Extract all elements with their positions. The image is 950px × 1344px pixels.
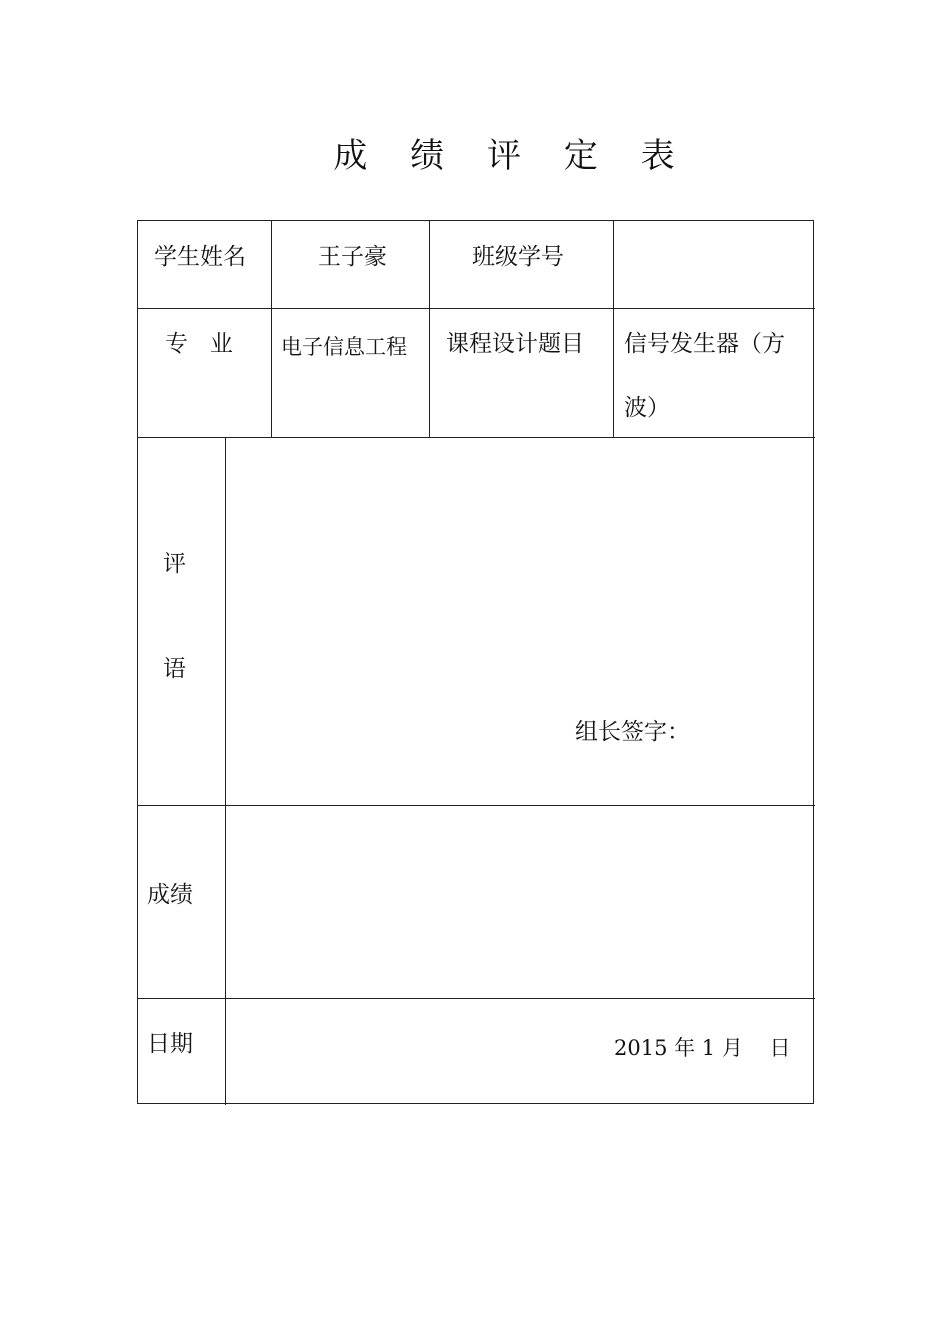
row-divider-4 xyxy=(138,998,815,999)
row-divider-1 xyxy=(138,308,815,309)
col-divider-2 xyxy=(429,221,430,437)
topic-value-line2: 波） xyxy=(624,395,670,421)
row-divider-3 xyxy=(138,805,815,806)
signature-label: 组长签字： xyxy=(575,719,690,745)
score-label: 成绩 xyxy=(147,882,193,908)
comments-label-char-1: 评 xyxy=(163,551,186,577)
student-name-value: 王子豪 xyxy=(318,244,387,270)
major-label: 专 业 xyxy=(165,331,233,357)
row-divider-2 xyxy=(138,437,815,438)
form-title: 成 绩 评 定 表 xyxy=(333,136,691,176)
label-column-divider xyxy=(225,437,226,1105)
topic-value-line1: 信号发生器（方 xyxy=(624,331,785,357)
student-name-label: 学生姓名 xyxy=(154,244,246,270)
comments-label-char-2: 语 xyxy=(163,656,186,682)
topic-label: 课程设计题目 xyxy=(446,331,584,357)
col-divider-3 xyxy=(613,221,614,437)
major-value: 电子信息工程 xyxy=(281,335,407,359)
date-value: 2015 年 1 月 日 xyxy=(614,1036,791,1060)
class-id-label: 班级学号 xyxy=(472,244,564,270)
col-divider-1 xyxy=(271,221,272,437)
date-label: 日期 xyxy=(147,1031,193,1057)
evaluation-form-table xyxy=(137,220,814,1104)
